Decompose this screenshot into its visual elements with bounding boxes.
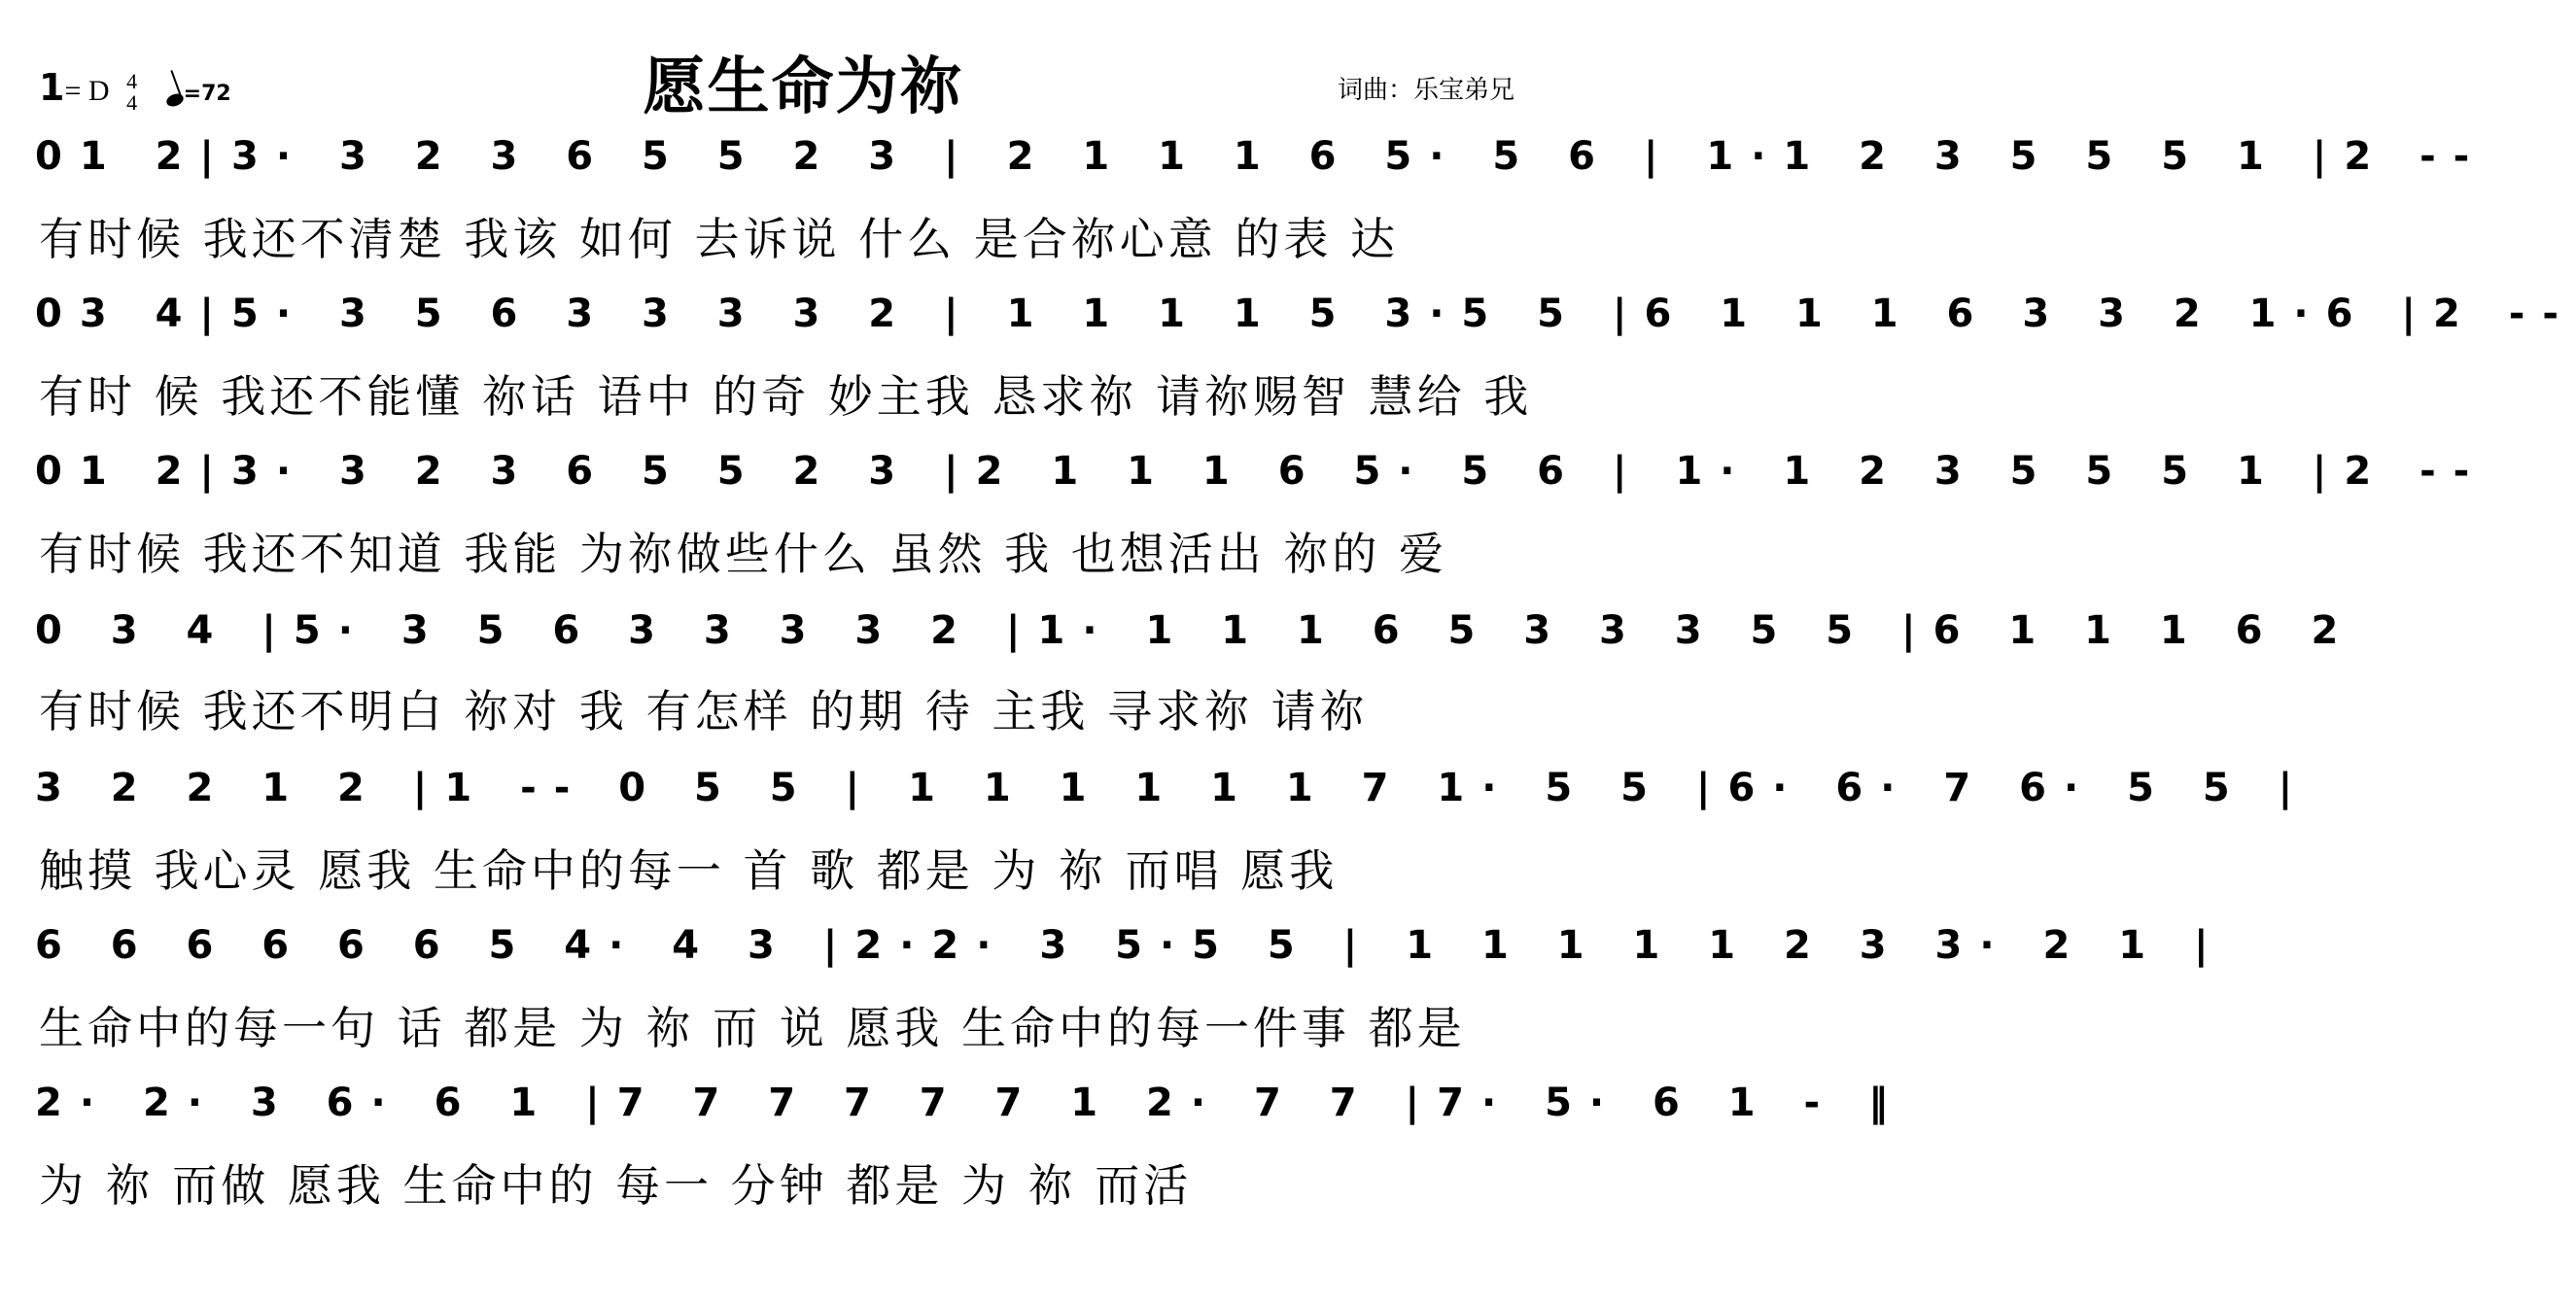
lyrics-line-1: 有时候 我还不清楚 我该 如何 去诉说 什么 是合祢心意 的表 达 <box>39 213 1399 265</box>
notes-line-6: 6 6 6 6 6 6 5 4· 4 3 |2·2· 3 5·5 5 | 1 1 1 1 1 2 3 3· 2 1 | <box>35 923 2226 968</box>
notes-line-2: 03 4|5· 3 5 6 3 3 3 3 2 | 1 1 1 1 5 3·5 5 |6 1 1 1 6 3 3 2 1·6 |2 -- <box>35 292 2576 336</box>
notes-line-5: 3 2 2 1 2 |1 -- 0 5 5 | 1 1 1 1 1 1 7 1· 5 5 |6· 6· 7 6· 5 5 | <box>35 766 2311 810</box>
lyrics-line-7: 为 祢 而做 愿我 生命中的 每一 分钟 都是 为 祢 而活 <box>39 1159 1193 1212</box>
lyrics-line-4: 有时候 我还不明白 祢对 我 有怎样 的期 待 主我 寻求祢 请祢 <box>39 685 1369 738</box>
notes-line-3: 01 2|3· 3 2 3 6 5 5 2 3 |2 1 1 1 6 5· 5 6 | 1· 1 2 3 5 5 5 1 |2 -- <box>35 449 2488 494</box>
time-top: 4 <box>126 68 138 93</box>
notes-line-7: 2· 2· 3 6· 6 1 |7 7 7 7 7 7 1 2· 7 7 |7· 5· 6 1 - ‖ <box>35 1081 1906 1125</box>
quarter-note-icon <box>164 91 185 108</box>
tempo: =72 <box>183 82 231 106</box>
lyrics-line-5: 触摸 我心灵 愿我 生命中的每一 首 歌 都是 为 祢 而唱 愿我 <box>39 844 1339 897</box>
lyrics-line-6: 生命中的每一句 话 都是 为 祢 而 说 愿我 生命中的每一件事 都是 <box>39 1002 1466 1054</box>
key-one: 1 <box>39 66 65 109</box>
notes-line-4: 0 3 4 |5· 3 5 6 3 3 3 3 2 |1· 1 1 1 6 5 3 3 3 5 5 |6 1 1 1 6 2 <box>35 608 2356 653</box>
time-signature <box>126 68 138 115</box>
credits: 词曲：乐宝弟兄 <box>1337 76 1514 105</box>
time-bottom: 4 <box>126 89 138 115</box>
lyrics-line-2: 有时 候 我还不能懂 祢话 语中 的奇 妙主我 恳求祢 请祢赐智 慧给 我 <box>39 370 1533 423</box>
lyrics-line-3: 有时候 我还不知道 我能 为祢做些什么 虽然 我 也想活出 祢的 爱 <box>39 528 1447 580</box>
key-signature <box>39 66 231 114</box>
song-title: 愿生命为祢 <box>643 52 964 123</box>
key-name: = D <box>64 75 110 107</box>
notes-line-1: 01 2|3· 3 2 3 6 5 5 2 3 | 2 1 1 1 6 5· 5 6 | 1·1 2 3 5 5 5 1 |2 -- <box>35 134 2488 179</box>
